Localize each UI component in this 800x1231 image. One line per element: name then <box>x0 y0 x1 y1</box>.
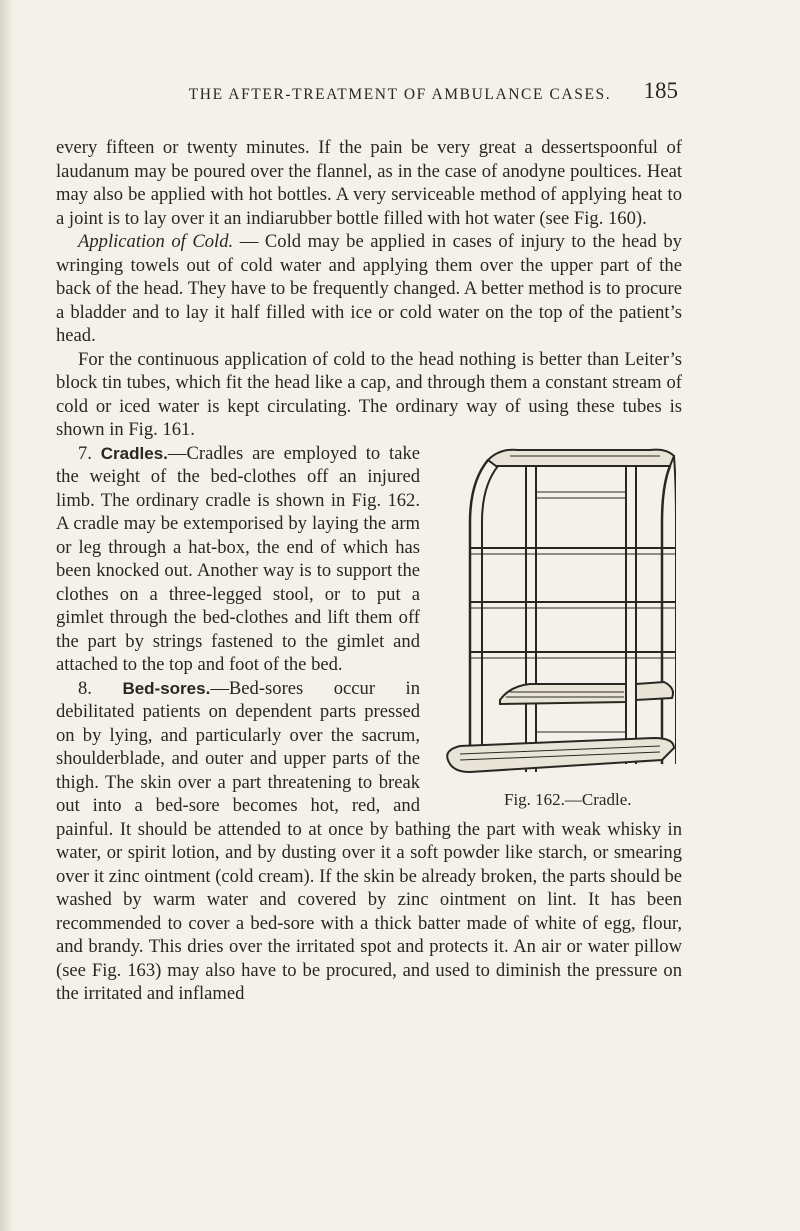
running-head <box>0 78 800 108</box>
cradle-illustration-icon <box>440 442 676 780</box>
paragraph-2-text: — Cold may be applied in cases of injury to the head by wringing towels out of cold water and applying them over the upper part of the back of the head. They have to be frequently changed. A better method is to procure a bladder and to lay it half filled with ice or cold water on the top of the patient’s head. <box>56 231 682 346</box>
body-text <box>56 136 682 1006</box>
heading-cradles: Cradles. <box>100 443 168 463</box>
subheading-application-of-cold: Application of Cold. <box>78 231 234 252</box>
figure-162 <box>434 442 684 814</box>
figure-caption: Fig. 162.—Cradle. <box>504 789 632 809</box>
section-number-8: 8. <box>78 677 123 699</box>
paragraph-1: every fifteen or twenty minutes. If the pain be very great a dessertspoonful of laudanum may be poured over the flannel, as in the case of anodyne poultices. Heat may also be applied with hot bottles. A very serviceable method of applying heat to a joint is to lay over it an indiarubber bottle filled with hot water (see Fig. 160). <box>56 137 682 229</box>
paragraph-bed-sores-text: —Bed-sores occur in debilitated patients on dependent parts pressed on by lying, and particularly over the sacrum, shoulderblade, and outer and upper parts of the thigh. The skin over a part threatening to break out into a bed-sore becomes hot, red, and painful. It should be attended to at once by bathing the part with weak whisky in water, or spirit lotion, and by dusting over it a soft powder like starch, or smearing over it zinc ointment (cold cream). If the skin be already broken, the parts should be washed by warm water and covered by zinc ointment on lint. It has been recommended to cover a bed-sore with a thick batter made of white of egg, flour, and brandy. This dries over the irritated spot and protects it. An air or water pillow (see Fig. 163) may also have to be procured, and used to diminish the pressure on the irritated and inflamed <box>56 677 682 1004</box>
heading-bed-sores: Bed-sores. <box>122 678 211 698</box>
page-edge <box>0 0 14 1231</box>
paragraph-application-of-cold <box>56 230 682 348</box>
paragraph-cradles-text: —Cradles are employed to take the weight of the bed-clothes off an injured limb. The ordinary cradle is shown in Fig. 162. A cradle may be extemporised by laying the arm or leg through a hat-box, the end of which has been knocked out. Another way is to support the clothes on a three-legged stool, or to put a gimlet through the bed-clothes and lift them off the part by strings fastened to the gimlet and attached to the top and foot of the bed. <box>56 442 421 675</box>
page-number: 185 <box>643 78 678 103</box>
section-number-7: 7. <box>78 442 101 464</box>
running-title: THE AFTER-TREATMENT OF AMBULANCE CASES. <box>188 86 612 103</box>
paragraph-leiter-tubes: For the continuous application of cold to the head nothing is better than Leiter’s block tin tubes, which fit the head like a cap, and through them a constant stream of cold or iced water is kept circulating. The ordinary way of using these tubes is shown in Fig. 161. <box>56 348 682 440</box>
